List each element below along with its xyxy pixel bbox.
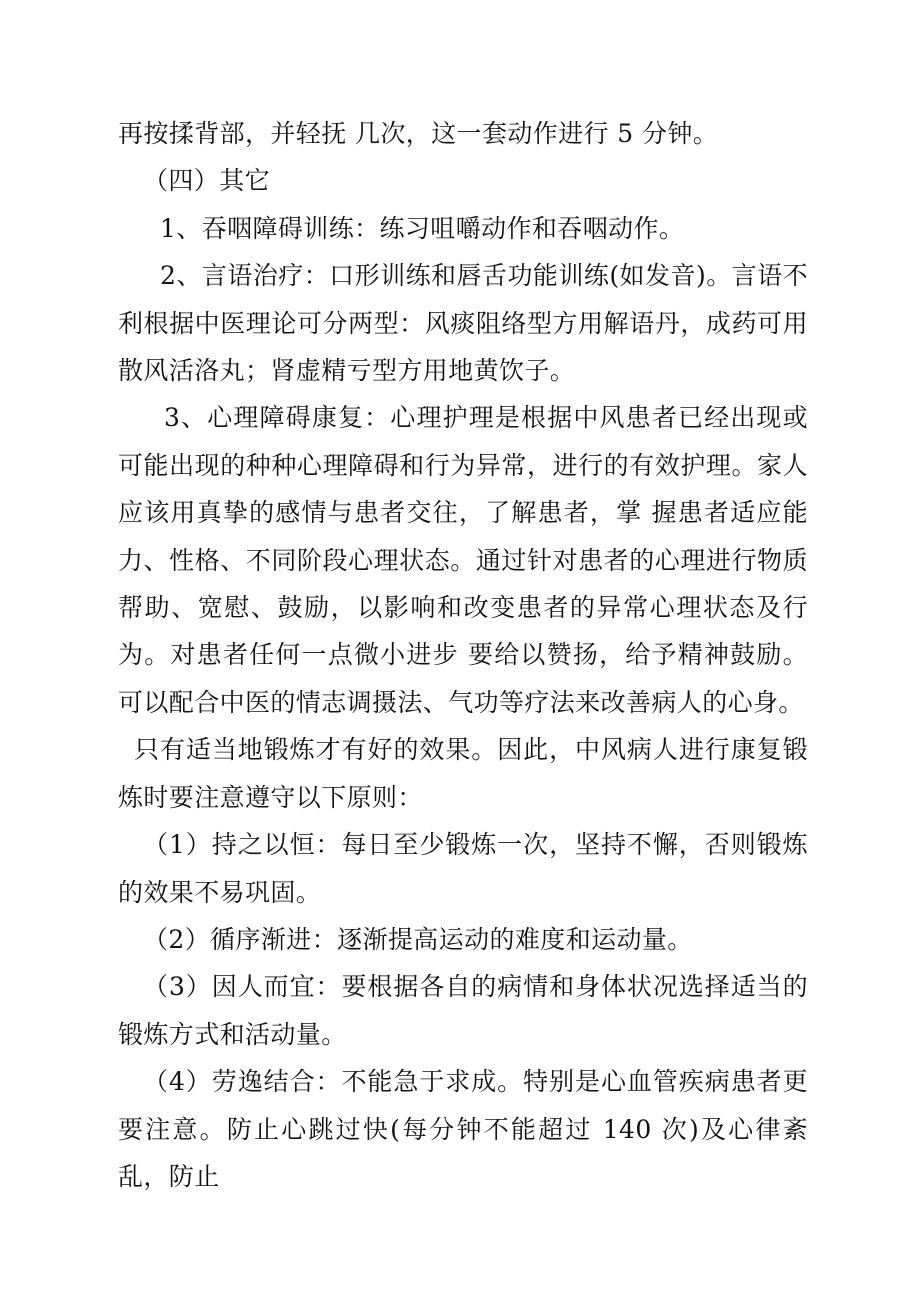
paragraph-exercise-principles: 只有适当地锻炼才有好的效果。因此，中风病人进行康复锻炼时要注意遵守以下原则： (118, 735, 808, 812)
principle-individual: （3）因人而宜：要根据各自的病情和身体状况选择适当的锻炼方式和活动量。 (118, 972, 808, 1049)
item-speech-therapy: 2、言语治疗：口形训练和唇舌功能训练(如发音)。言语不利根据中医理论可分两型：风痰阻络型方用解语丹，成药可用散风活洛丸；肾虚精亏型方用地黄饮子。 (118, 261, 808, 386)
principle-persistence: （1）持之以恒：每日至少锻炼一次，坚持不懈，否则锻炼的效果不易巩固。 (118, 830, 808, 907)
section-heading-other: （四）其它 (143, 166, 271, 196)
principle-work-rest: （4）劳逸结合：不能急于求成。特别是心血管疾病患者更要注意。防止心跳过快(每分钟不能超过 140 次)及心律紊乱，防止 (118, 1067, 808, 1191)
paragraph-continuation: 再按揉背部，并轻抚 几次，这一套动作进行 5 分钟。 (118, 119, 719, 148)
body-text (118, 110, 808, 1200)
item-swallowing-training: 1、吞咽障碍训练：练习咀嚼动作和吞咽动作。 (160, 213, 685, 243)
item-psychological-rehab: 3、心理障碍康复：心理护理是根据中风患者已经出现或可能出现的种种心理障碍和行为异常，进行的有效护理。家人应该用真挚的感情与患者交往，了解患者，掌 握患者适应能力、性格、不同阶段心理状态。通过针对患者的心理进行物质帮助、宽慰、鼓励，以影响和改变患者的异常心理状态及行为。对患者任何一点微小进步 要给以赞扬，给予精神鼓励。可以配合中医的情志调摄法、气功等疗法来改善病人的心身。 (118, 403, 808, 717)
principle-gradual: （2）循序渐进：逐渐提高运动的难度和运动量。 (143, 924, 693, 954)
